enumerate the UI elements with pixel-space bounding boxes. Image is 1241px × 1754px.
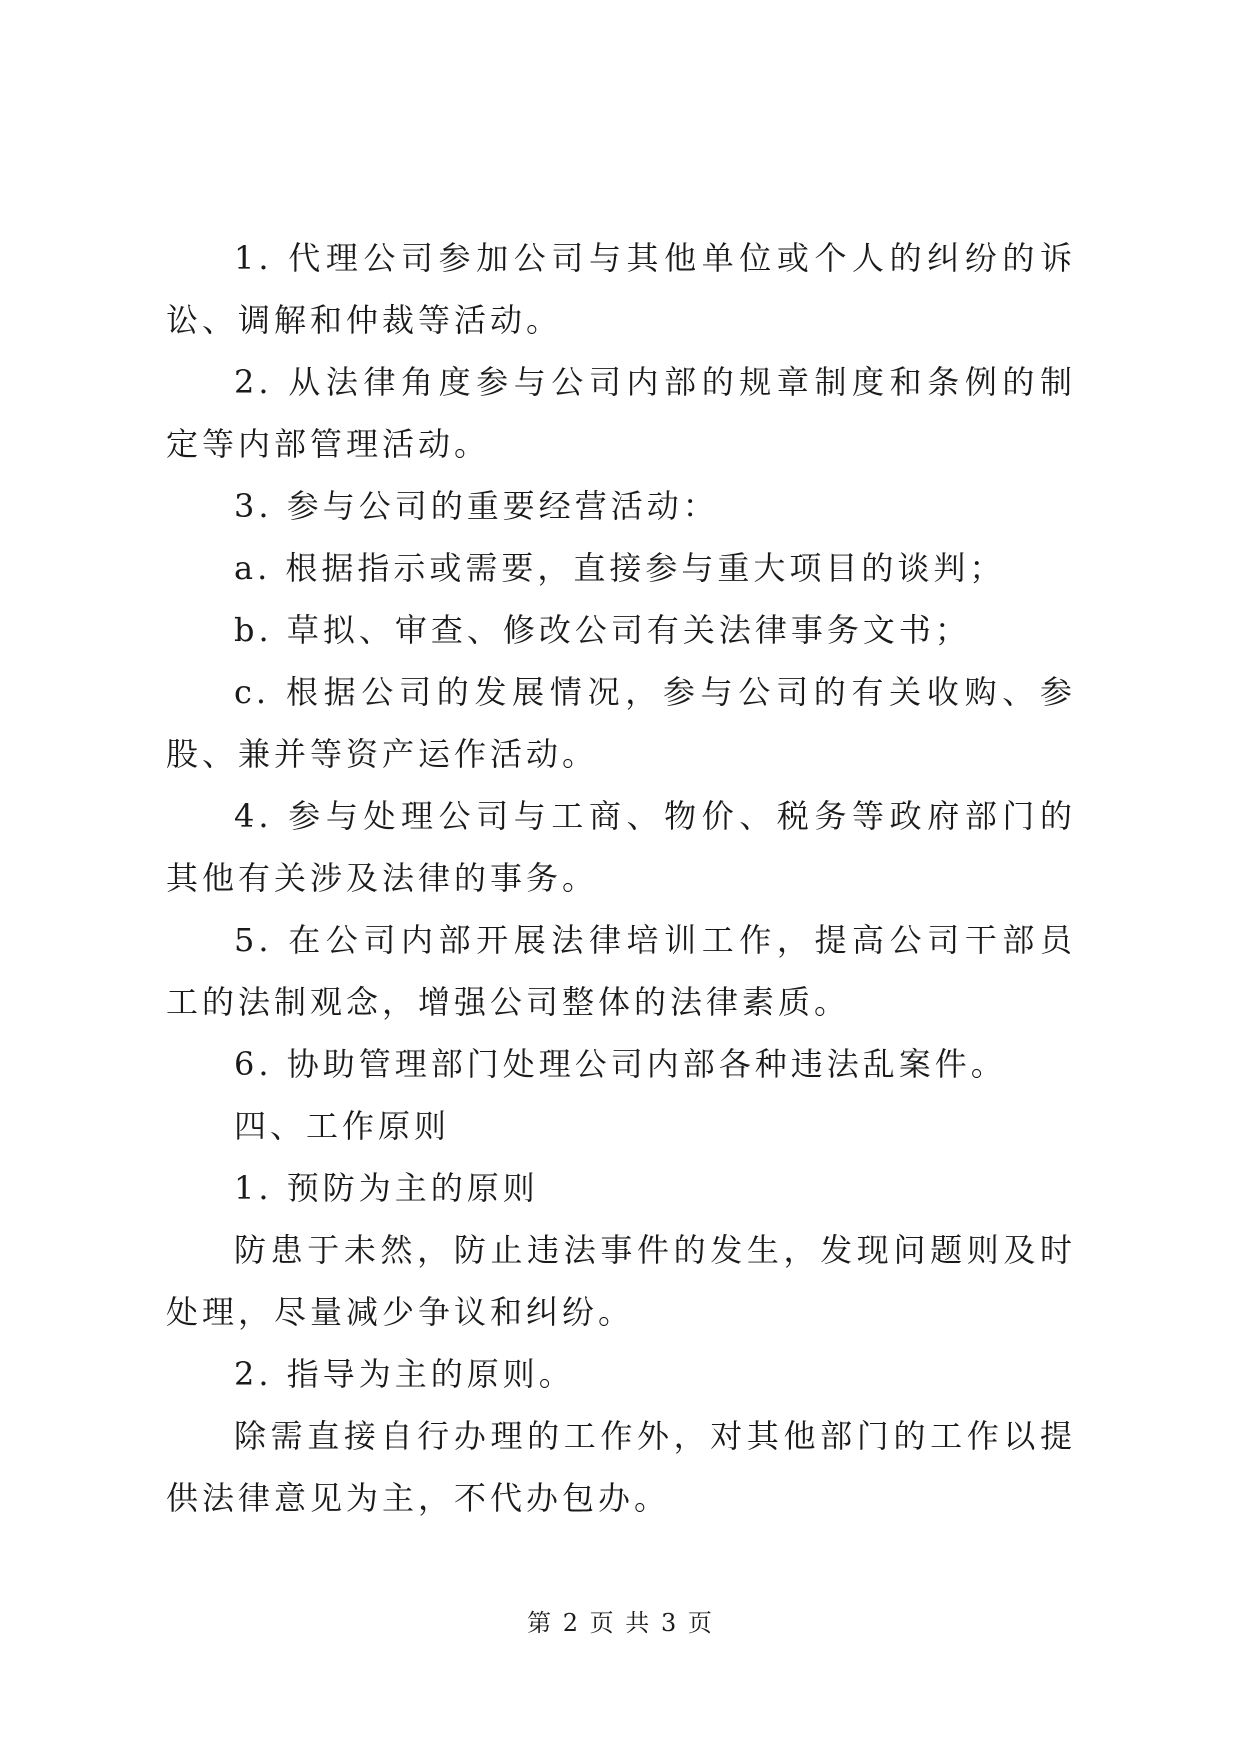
- principle-2-title: 2. 指导为主的原则。: [234, 1355, 575, 1393]
- principle-2-text: 除需直接自行办理的工作外，对其他部门的工作以提供法律意见为主，不代办包办。: [166, 1417, 1076, 1517]
- principle-1-title: 1. 预防为主的原则: [234, 1169, 539, 1207]
- paragraph-item-6: 6. 协助管理部门处理公司内部各种违法乱案件。: [234, 1045, 1007, 1083]
- paragraph-item-2: 2. 从法律角度参与公司内部的规章制度和条例的制定等内部管理活动。: [166, 363, 1076, 463]
- paragraph-sub-c: c. 根据公司的发展情况，参与公司的有关收购、参股、兼并等资产运作活动。: [166, 673, 1076, 773]
- paragraph-item-4: 4. 参与处理公司与工商、物价、税务等政府部门的其他有关涉及法律的事务。: [166, 797, 1076, 897]
- page-number-footer: 第 2 页 共 3 页: [527, 1609, 714, 1637]
- paragraph-item-5: 5. 在公司内部开展法律培训工作，提高公司干部员工的法制观念，增强公司整体的法律素质。: [166, 921, 1076, 1021]
- paragraph-item-3: 3. 参与公司的重要经营活动：: [234, 487, 719, 525]
- paragraph-item-1: 1. 代理公司参加公司与其他单位或个人的纠纷的诉讼、调解和仲裁等活动。: [166, 239, 1076, 339]
- paragraph-sub-a: a. 根据指示或需要，直接参与重大项目的谈判；: [234, 549, 1006, 587]
- paragraph-sub-b: b. 草拟、审查、修改公司有关法律事务文书；: [234, 611, 971, 649]
- principle-1-text: 防患于未然，防止违法事件的发生，发现问题则及时处理，尽量减少争议和纠纷。: [166, 1231, 1076, 1331]
- section-heading-principles: 四、工作原则: [234, 1107, 451, 1145]
- document-body: [166, 227, 1076, 1529]
